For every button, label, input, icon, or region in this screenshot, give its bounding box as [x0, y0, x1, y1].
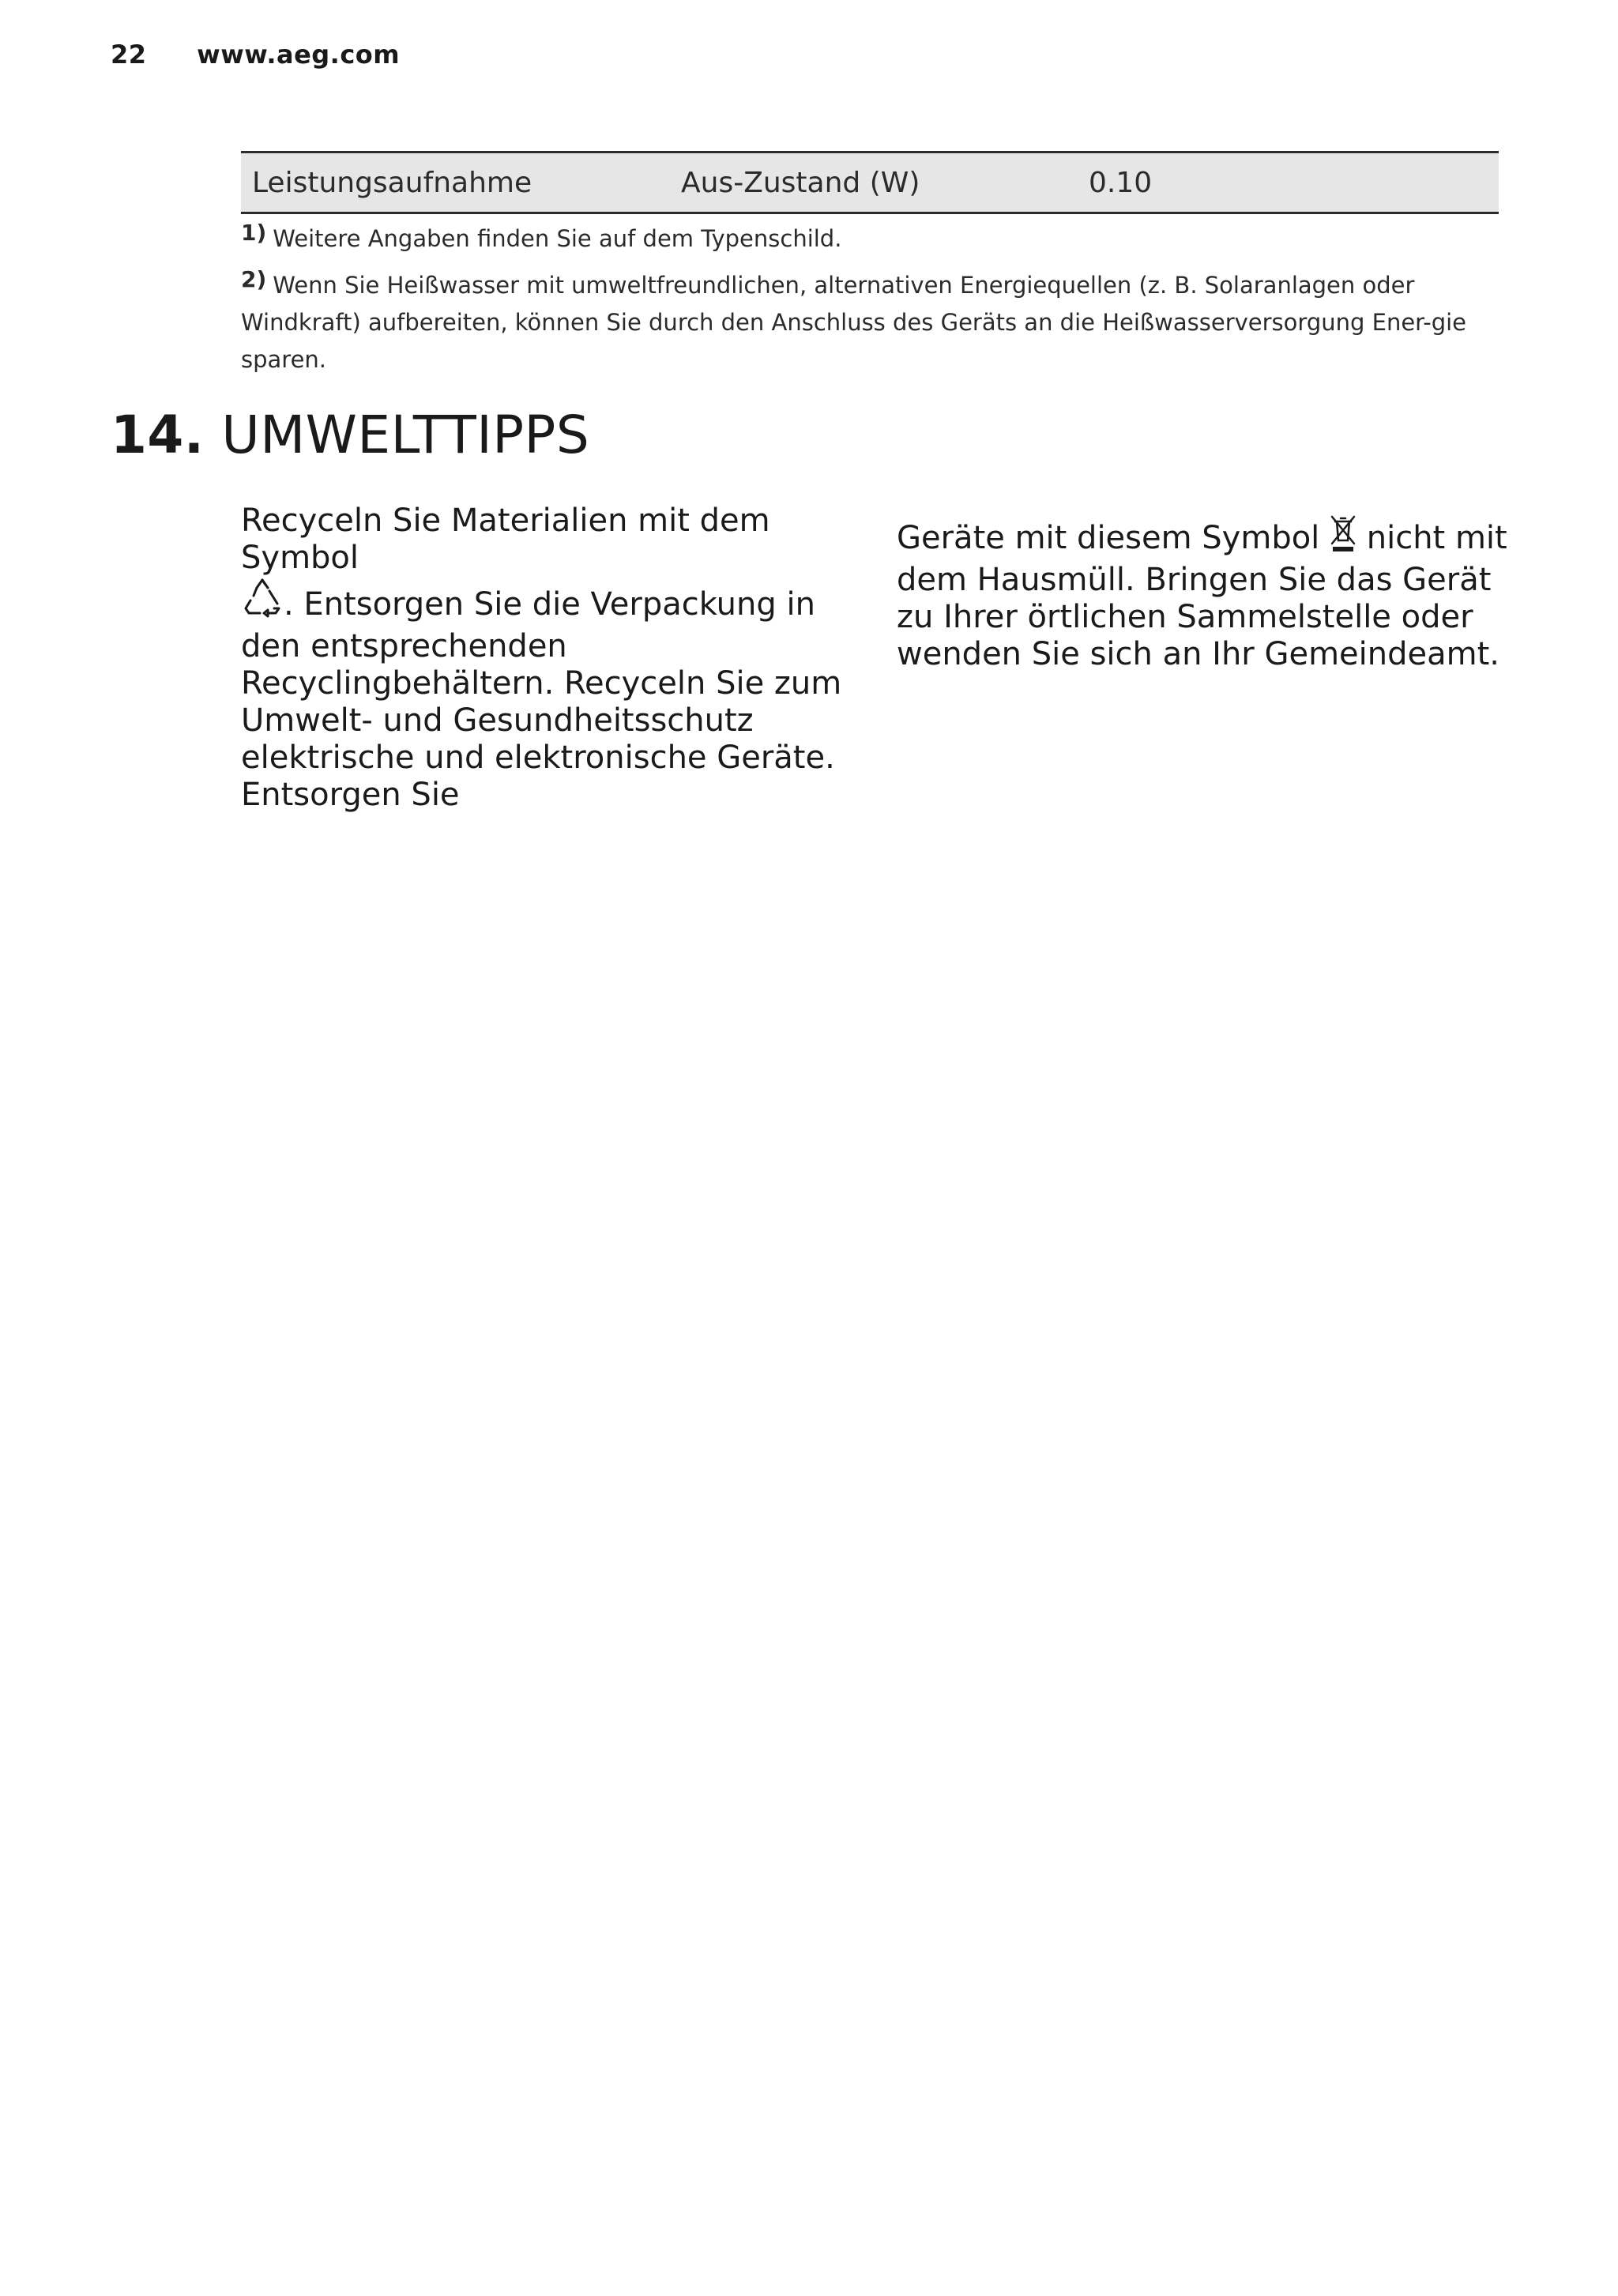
footnote-text: Weitere Angaben finden Sie auf dem Typenschild. — [273, 225, 842, 252]
environment-text-right — [897, 514, 1513, 673]
section-heading — [111, 405, 589, 465]
table-cell-value: 0.10 — [1089, 167, 1153, 199]
recycle-rest-text: . Entsorgen Sie die Verpackung in den entsprechenden Recyclingbehältern. Recyceln Sie zum Umwelt- und Gesundheitsschutz elektrische und elektronische Geräte. Entsorgen Sie — [241, 586, 842, 813]
footnote-marker: 2) — [241, 266, 267, 292]
recycle-intro-text: Recyceln Sie Materialien mit dem Symbol — [241, 502, 770, 576]
environment-text-left — [241, 502, 865, 814]
section-title: UMWELTTIPPS — [221, 405, 590, 465]
weee-intro-text: Geräte mit diesem Symbol — [897, 520, 1320, 556]
page-header — [111, 40, 400, 70]
page-number: 22 — [111, 40, 147, 70]
footnote-text: Wenn Sie Heißwasser mit umweltfreundlichen, alternativen Energiequellen (z. B. Solaranlagen oder Windkraft) aufbereiten, können Sie durch den Anschluss des Geräts an die Heißwasserversorgung Ener-gie sparen. — [241, 272, 1467, 373]
footnote-marker: 1) — [241, 220, 267, 246]
crossed-bin-icon — [1330, 514, 1356, 562]
table-cell-label: Leistungsaufnahme — [252, 167, 532, 199]
footnote-2 — [241, 267, 1499, 378]
section-number: 14. — [111, 405, 205, 465]
website-url: www.aeg.com — [197, 40, 401, 70]
recycle-icon — [241, 577, 284, 628]
footnote-1 — [241, 220, 1499, 258]
table-cell-state: Aus-Zustand (W) — [681, 167, 920, 199]
weee-rest-text: nicht mit dem Hausmüll. Bringen Sie das Gerät zu Ihrer örtlichen Sammelstelle oder wenden Sie sich an Ihr Gemeindeamt. — [897, 520, 1507, 672]
power-consumption-table — [241, 151, 1499, 214]
